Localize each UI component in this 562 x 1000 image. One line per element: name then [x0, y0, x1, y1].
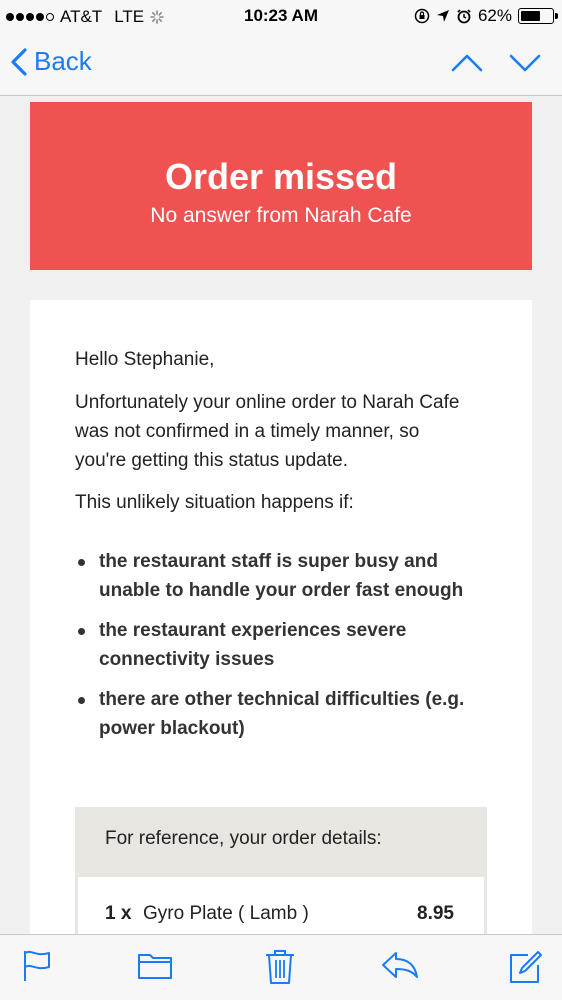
- reasons-list: [75, 547, 495, 754]
- back-button[interactable]: [10, 46, 92, 77]
- list-item: the restaurant staff is super busy and unable to handle your order fast enough: [75, 547, 495, 605]
- battery-icon: [518, 8, 554, 24]
- order-missed-banner: [30, 102, 532, 270]
- back-label: Back: [34, 46, 92, 76]
- chevron-down-icon[interactable]: [508, 48, 542, 78]
- trash-icon: [264, 949, 296, 985]
- list-item: the restaurant experiences severe connectivity issues: [75, 616, 495, 674]
- flag-button[interactable]: [22, 949, 52, 988]
- bottom-toolbar: [0, 934, 562, 1000]
- reply-button[interactable]: [380, 949, 420, 986]
- list-item: there are other technical difficulties (e.g. power blackout): [75, 685, 495, 743]
- order-price: 8.95: [417, 903, 454, 924]
- message-card: [30, 300, 532, 934]
- chevron-up-icon[interactable]: [450, 48, 484, 78]
- order-details-header: [75, 807, 487, 877]
- move-to-folder-button[interactable]: [137, 949, 173, 986]
- compose-icon: [508, 949, 544, 985]
- situation-intro: This unlikely situation happens if:: [75, 492, 354, 513]
- chevron-left-icon: [10, 47, 28, 77]
- order-quantity: 1 x: [105, 903, 132, 924]
- trash-button[interactable]: [264, 949, 296, 990]
- carrier-name: AT&T: [60, 7, 103, 26]
- compose-button[interactable]: [508, 949, 544, 990]
- status-right: [414, 6, 554, 26]
- folder-icon: [137, 949, 173, 981]
- banner-subtitle: No answer from Narah Cafe: [150, 204, 412, 227]
- greeting: Hello Stephanie,: [75, 349, 215, 370]
- status-bar: [0, 0, 562, 34]
- email-body[interactable]: [0, 96, 562, 934]
- order-details-label: For reference, your order details:: [105, 828, 382, 849]
- rotation-lock-icon: [414, 8, 430, 24]
- order-line-item: [75, 877, 487, 934]
- battery-percent: 62%: [477, 6, 512, 25]
- alarm-icon: [456, 8, 472, 24]
- status-time: 10:23 AM: [243, 6, 318, 25]
- explanation-paragraph: Unfortunately your online order to Narah Cafe was not confirmed in a timely manner, so you're getting this status update.: [75, 392, 460, 471]
- message-navigation: [450, 48, 542, 78]
- location-icon: [436, 9, 450, 23]
- network-type: LTE: [114, 7, 145, 26]
- order-item-name: Gyro Plate ( Lamb ): [143, 903, 309, 924]
- navigation-bar: [0, 34, 562, 96]
- reply-icon: [380, 949, 420, 981]
- flag-icon: [22, 949, 52, 983]
- banner-title: Order missed: [164, 156, 398, 197]
